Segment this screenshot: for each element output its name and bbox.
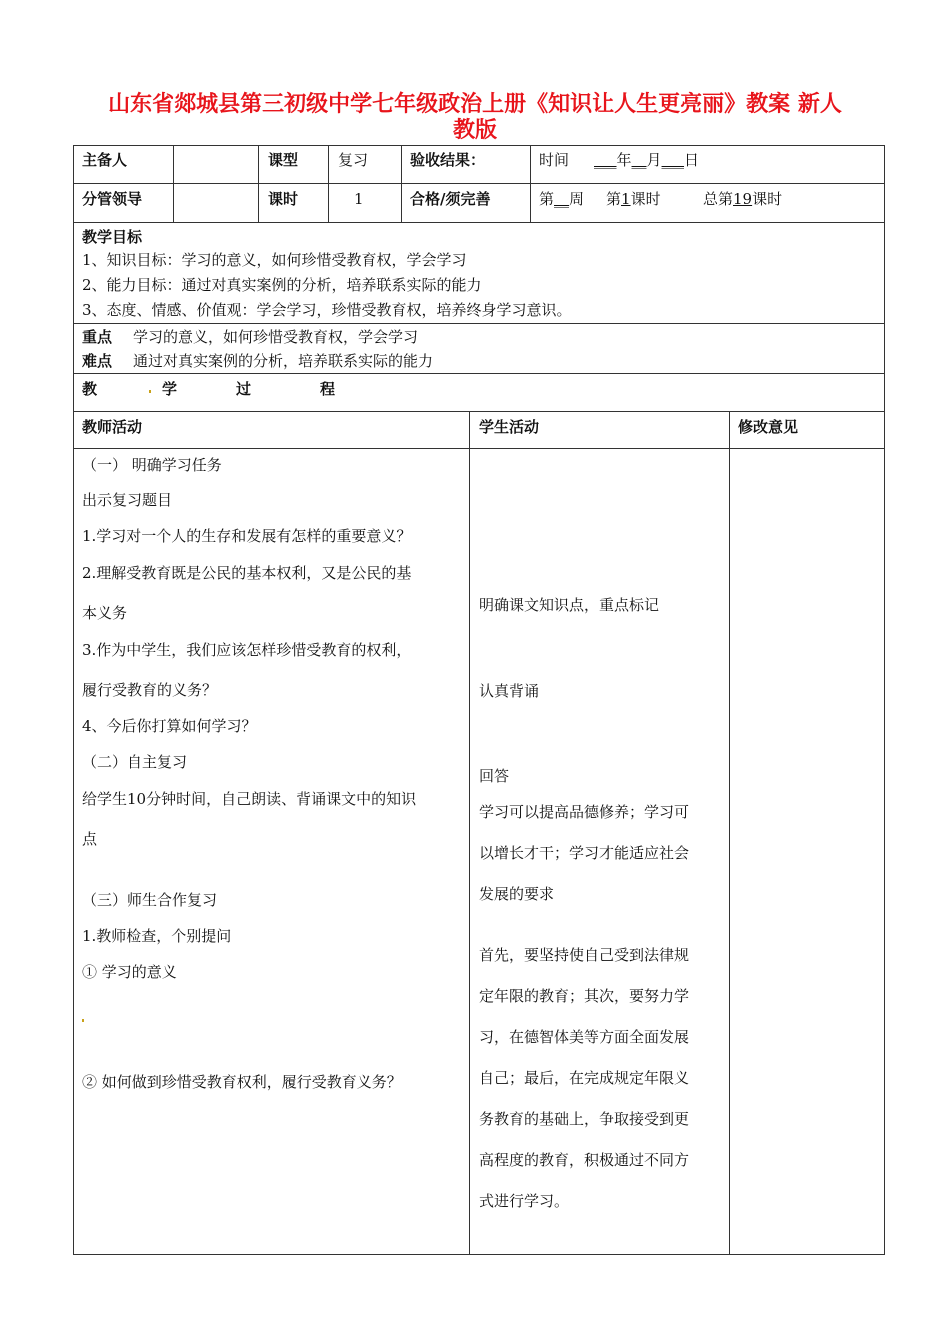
- hours-label: 课时: [268, 190, 299, 208]
- week-blank: __: [554, 190, 570, 208]
- teacher-line: （二）自主复习: [82, 753, 188, 771]
- student-line: 首先，要坚持使自己受到法律规: [479, 946, 690, 964]
- teacher-line: 给学生10分钟时间，自己朗读、背诵课文中的知识: [82, 790, 417, 808]
- teacher-line: 1.教师检查，个别提问: [82, 927, 232, 945]
- time-label: 时间: [539, 151, 570, 169]
- stray-mark: [149, 390, 151, 393]
- goal-item-1: 1、知识目标：学习的意义，如何珍惜受教育权，学会学习: [82, 251, 467, 269]
- qualified-label: 合格/须完善: [410, 190, 491, 208]
- key-point-label: 重点: [82, 328, 113, 346]
- day-blank: ___: [661, 151, 685, 169]
- student-column-header: 学生活动: [479, 418, 540, 436]
- goals-heading: 教学目标: [82, 228, 143, 246]
- year-label: 年: [616, 151, 632, 169]
- week-prefix: 第: [539, 190, 555, 208]
- revise-column-header: 修改意见: [738, 418, 799, 436]
- teacher-column-header: 教师活动: [82, 418, 143, 436]
- student-line: 务教育的基础上，争取接受到更: [479, 1110, 690, 1128]
- student-line: 习，在德智体美等方面全面发展: [479, 1028, 690, 1046]
- key-point-text: 学习的意义，如何珍惜受教育权，学会学习: [133, 328, 419, 346]
- total-suffix: 课时: [752, 190, 783, 208]
- teacher-line: （一） 明确学习任务: [82, 456, 222, 474]
- process-char-3: 过: [236, 380, 252, 398]
- course-type-label: 课型: [268, 151, 299, 169]
- teacher-line: 出示复习题目: [82, 491, 173, 509]
- teacher-line: （三）师生合作复习: [82, 891, 218, 909]
- teacher-line: ① 学习的意义: [82, 963, 177, 981]
- process-char-2: 学: [162, 380, 178, 398]
- hours-value: 1: [354, 190, 364, 208]
- teacher-line: 4、今后你打算如何学习？: [82, 717, 257, 735]
- title-line-1: 山东省郯城县第三初级中学七年级政治上册《知识让人生更亮丽》教案 新人: [108, 92, 842, 117]
- total-number: 19: [733, 190, 753, 208]
- student-line: 定年限的教育；其次，要努力学: [479, 987, 690, 1005]
- teacher-line: 本义务: [82, 604, 128, 622]
- student-line: 自己；最后，在完成规定年限义: [479, 1069, 690, 1087]
- teacher-line: 1.学习对一个人的生存和发展有怎样的重要意义？: [82, 527, 412, 545]
- goal-item-2: 2、能力目标：通过对真实案例的分析，培养联系实际的能力: [82, 276, 482, 294]
- student-line: 以增长才干；学习才能适应社会: [479, 844, 690, 862]
- teacher-line: ② 如何做到珍惜受教育权利，履行受教育义务？: [82, 1073, 402, 1091]
- lesson-field: [606, 190, 661, 208]
- preparer-label: 主备人: [82, 151, 128, 169]
- document-title: [60, 92, 890, 144]
- lesson-prefix: 第: [606, 190, 622, 208]
- student-line: 发展的要求: [479, 885, 555, 903]
- lesson-suffix: 课时: [630, 190, 661, 208]
- total-prefix: 总第: [703, 190, 734, 208]
- week-field: [539, 190, 584, 208]
- month-blank: __: [631, 151, 647, 169]
- teacher-line: 履行受教育的义务？: [82, 681, 218, 699]
- teacher-line: 3.作为中学生，我们应该怎样珍惜受教育的权利，: [82, 641, 412, 659]
- student-line: 学习可以提高品德修养；学习可: [479, 803, 690, 821]
- day-label: 日: [684, 151, 700, 169]
- student-line: 明确课文知识点，重点标记: [479, 596, 660, 614]
- student-line: 认真背诵: [479, 682, 540, 700]
- student-line: 高程度的教育，积极通过不同方: [479, 1151, 690, 1169]
- total-lesson-field: [703, 190, 782, 208]
- date-field: [594, 151, 699, 169]
- teacher-line: 2.理解受教育既是公民的基本权利，又是公民的基: [82, 564, 412, 582]
- month-label: 月: [646, 151, 662, 169]
- difficulty-text: 通过对真实案例的分析，培养联系实际的能力: [133, 352, 434, 370]
- goal-item-3: 3、态度、情感、价值观：学会学习，珍惜受教育权，培养终身学习意识。: [82, 301, 572, 319]
- teacher-line: 点: [82, 830, 98, 848]
- week-suffix: 周: [569, 190, 585, 208]
- course-type-value: 复习: [338, 151, 369, 169]
- lesson-number: 1: [621, 190, 631, 208]
- student-line: 式进行学习。: [479, 1192, 570, 1210]
- process-char-4: 程: [320, 380, 336, 398]
- year-blank: ___: [594, 151, 617, 169]
- student-line: 回答: [479, 767, 510, 785]
- process-char-1: 教: [82, 380, 98, 398]
- title-line-2: 教版: [452, 118, 497, 143]
- acceptance-label: 验收结果：: [410, 151, 486, 169]
- stray-mark: [82, 1019, 84, 1022]
- difficulty-label: 难点: [82, 352, 113, 370]
- leader-label: 分管领导: [82, 190, 143, 208]
